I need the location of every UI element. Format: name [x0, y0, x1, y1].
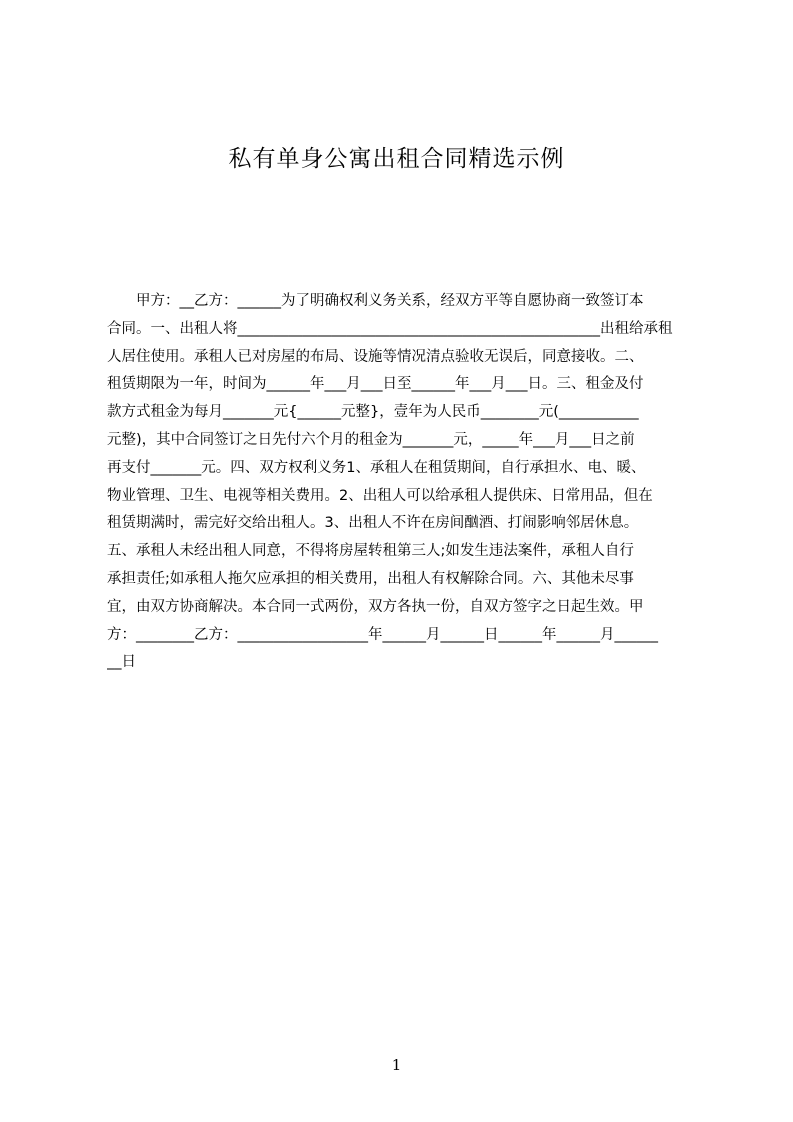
body-line: 人居住使用。承租人已对房屋的布局、设施等情况清点验收无误后，同意接收。二、	[107, 348, 644, 365]
body-line: 甲方：__乙方：______为了明确权利义务关系，经双方平等自愿协商一致签订本	[107, 293, 644, 309]
document-title: 私有单身公寓出租合同精选示例	[228, 146, 565, 172]
body-line: 方：________乙方：__________________年______月______日______年______月______	[107, 626, 658, 643]
body-line: 租赁期满时，需完好交给出租人。3、出租人不许在房间酗酒、打闹影响邻居休息。	[107, 515, 639, 532]
body-line: 再支付_______元。四、双方权利义务1、承租人在租赁期间，自行承担水、电、暖、	[107, 459, 646, 476]
body-line: 合同。一、出租人将__________________________________________________出租给承租	[107, 320, 673, 337]
body-line: 租赁期限为一年，时间为______年___月___日至______年___月___日。三、租金及付	[107, 376, 644, 393]
body-line: __日	[107, 654, 136, 671]
body-line: 元整)，其中合同签订之日先付六个月的租金为_______元，_____年___月___日之前	[107, 431, 635, 448]
body-line: 宜，由双方协商解决。本合同一式两份，双方各执一份，自双方签字之日起生效。甲	[107, 598, 644, 615]
body-line: 款方式租金为每月_______元{______元整}，壹年为人民币________元(___________	[107, 404, 639, 421]
body-line: 五、承租人未经出租人同意，不得将房屋转租第三人;如发生违法案件，承租人自行	[107, 543, 634, 560]
body-line: 承担责任;如承租人拖欠应承担的相关费用，出租人有权解除合同。六、其他未尽事	[107, 570, 634, 587]
page-number: 1	[391, 1056, 402, 1074]
body-line: 物业管理、卫生、电视等相关费用。2、出租人可以给承租人提供床、日常用品，但在	[107, 487, 653, 504]
contract-body	[107, 288, 697, 677]
